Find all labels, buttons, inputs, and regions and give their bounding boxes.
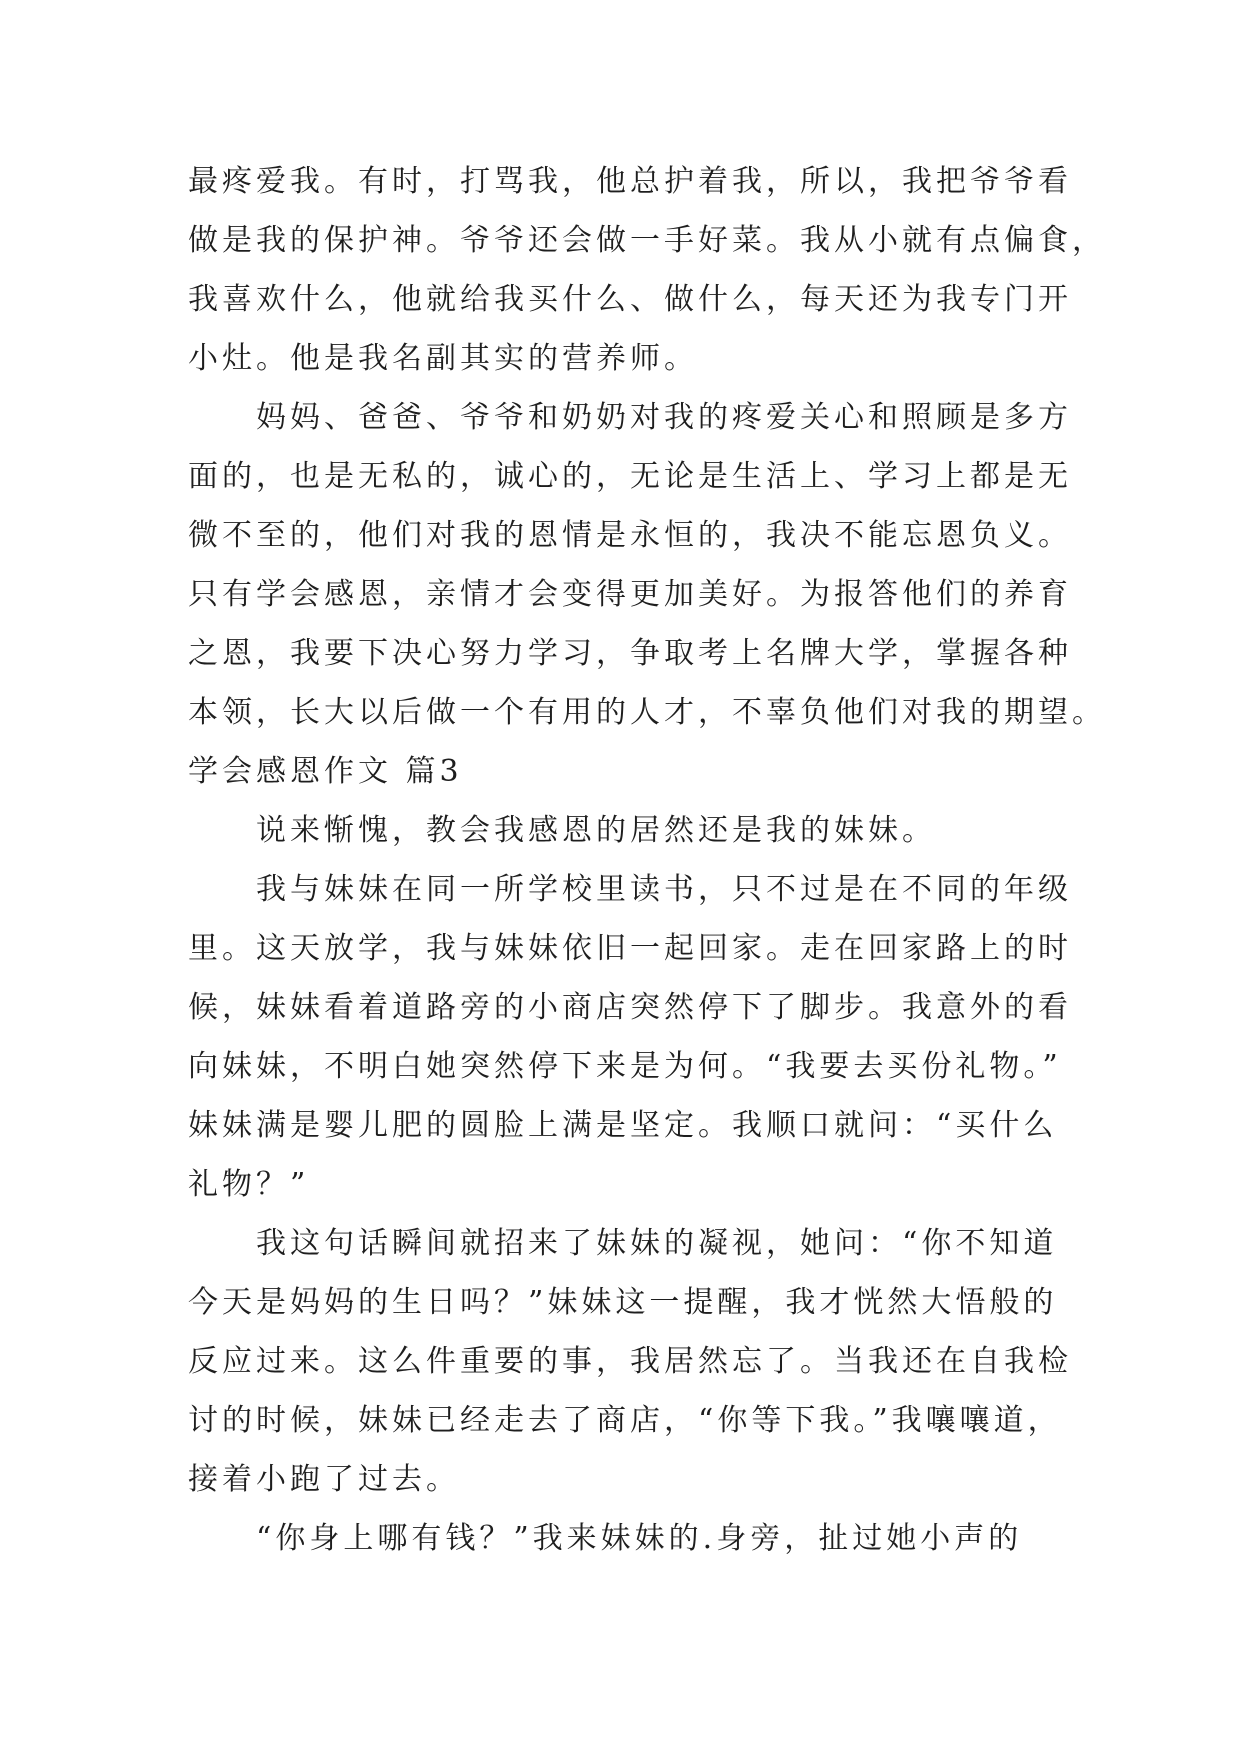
section-heading: 学会感恩作文 篇3 [188,754,463,789]
text-line: 我喜欢什么，他就给我买什么、做什么，每天还为我专门开 [188,282,1072,317]
text-line: 只有学会感恩，亲情才会变得更加美好。为报答他们的养育 [188,577,1072,612]
document-body [188,162,1106,1578]
text-line: 接着小跑了过去。 [188,1462,460,1497]
text-line: 妈妈、爸爸、爷爷和奶奶对我的疼爱关心和照顾是多方 [256,400,1072,435]
text-line: 妹妹满是婴儿肥的圆脸上满是坚定。我顺口就问：“买什么 [188,1108,1058,1143]
text-line: “你身上哪有钱？”我来妹妹的.身旁，扯过她小声的 [256,1521,1023,1556]
text-line: 做是我的保护神。爷爷还会做一手好菜。我从小就有点偏食， [188,223,1106,258]
text-line: 微不至的，他们对我的恩情是永恒的，我决不能忘恩负义。 [188,518,1072,553]
text-line: 礼物？” [188,1167,310,1202]
document-page [188,162,1106,1578]
text-line: 小灶。他是我名副其实的营养师。 [188,341,698,376]
text-line: 之恩，我要下决心努力学习，争取考上名牌大学，掌握各种 [188,636,1072,671]
text-line: 面的，也是无私的，诚心的，无论是生活上、学习上都是无 [188,459,1072,494]
text-line: 说来惭愧，教会我感恩的居然还是我的妹妹。 [256,813,936,848]
text-line: 最疼爱我。有时，打骂我，他总护着我，所以，我把爷爷看 [188,164,1072,199]
text-line: 我与妹妹在同一所学校里读书，只不过是在不同的年级 [256,872,1072,907]
text-line: 讨的时候，妹妹已经走去了商店，“你等下我。”我嚷嚷道， [188,1403,1062,1438]
text-line: 我这句话瞬间就招来了妹妹的凝视，她问：“你不知道 [256,1226,1058,1261]
text-line: 本领，长大以后做一个有用的人才，不辜负他们对我的期望。 [188,695,1106,730]
text-line: 候，妹妹看着道路旁的小商店突然停下了脚步。我意外的看 [188,990,1072,1025]
text-line: 今天是妈妈的生日吗？”妹妹这一提醒，我才恍然大悟般的 [188,1285,1058,1320]
text-line: 反应过来。这么件重要的事，我居然忘了。当我还在自我检 [188,1344,1072,1379]
text-line: 向妹妹，不明白她突然停下来是为何。“我要去买份礼物。” [188,1049,1062,1084]
text-line: 里。这天放学，我与妹妹依旧一起回家。走在回家路上的时 [188,931,1072,966]
